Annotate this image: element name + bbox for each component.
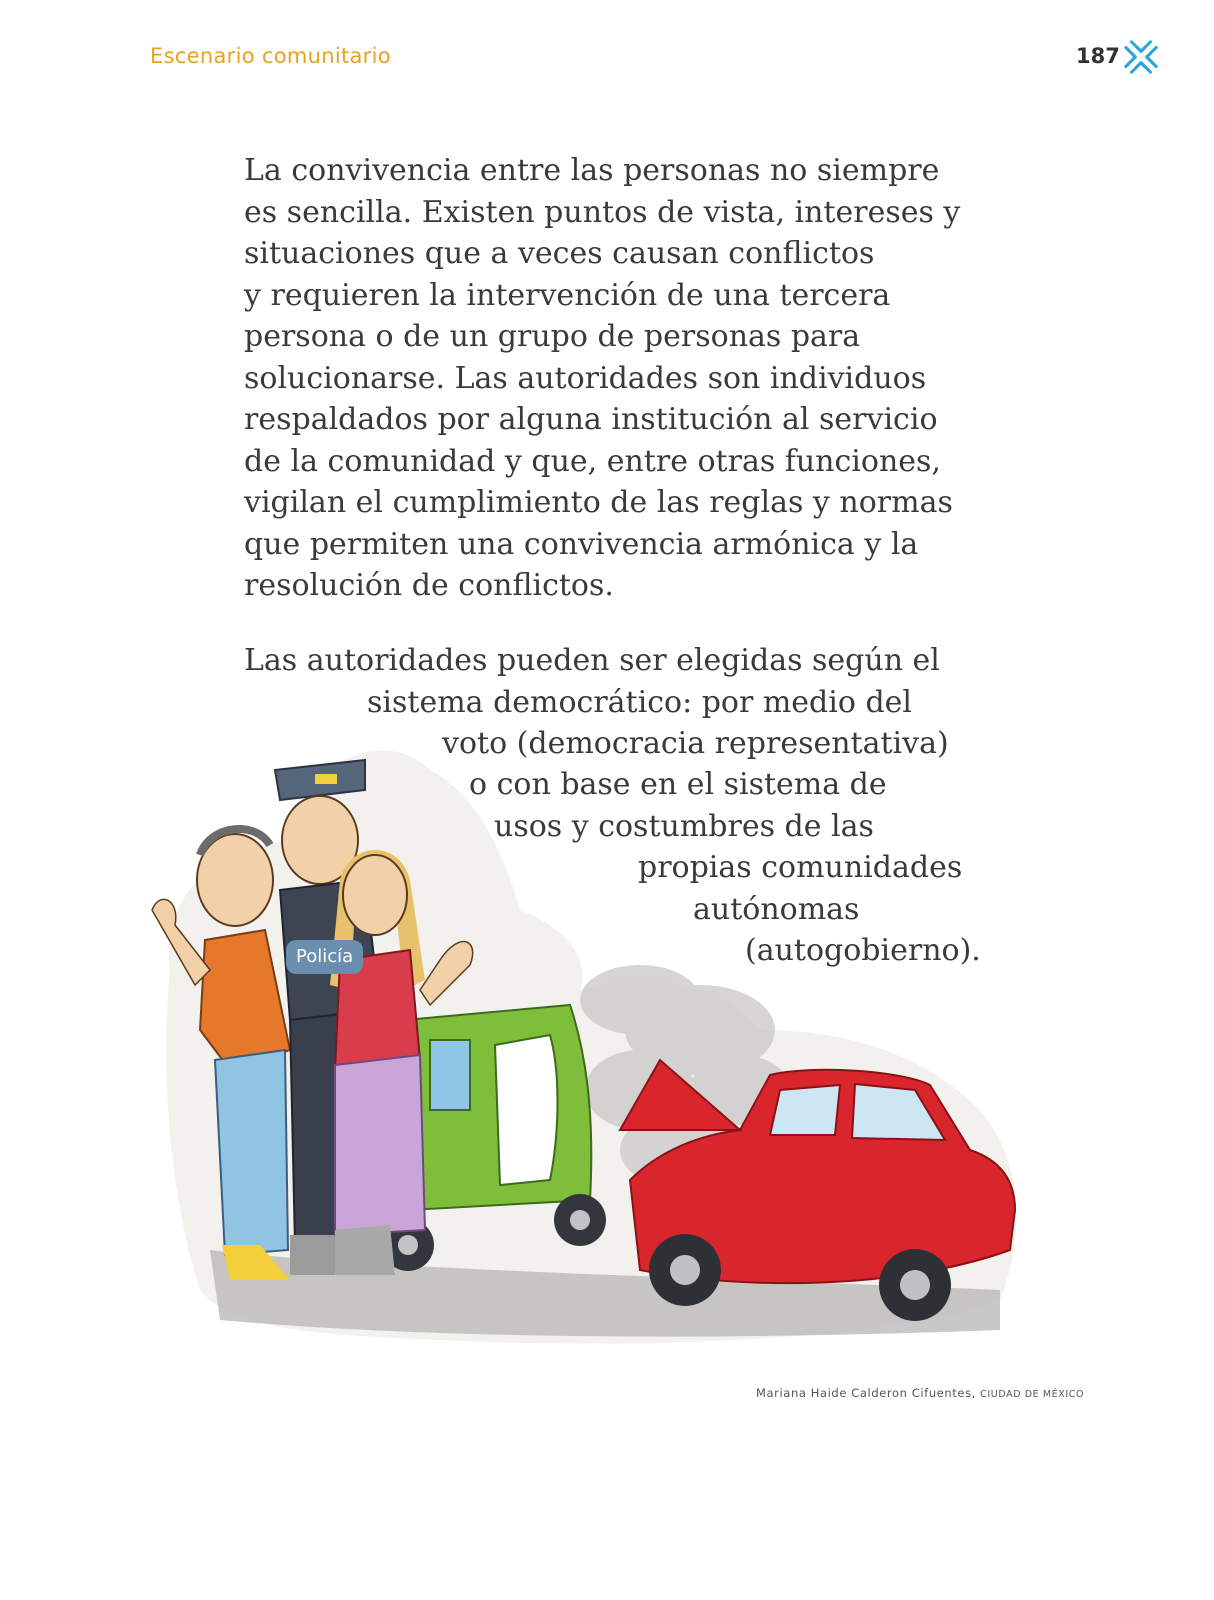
text-line: persona o de un grupo de personas para <box>244 319 861 354</box>
text-line: o con base en el sistema de <box>469 767 887 802</box>
text-line: vigilan el cumplimiento de las reglas y normas <box>244 485 953 520</box>
police-badge-label: Policía <box>286 940 363 974</box>
text-line: situaciones que a veces causan conflictos <box>244 236 875 271</box>
text-line: solucionarse. Las autoridades son individuos <box>244 360 927 396</box>
page-number: 187 <box>1076 44 1120 68</box>
text-line: propias comunidades <box>638 850 963 885</box>
credit-name: Mariana Haide Calderon Cifuentes, <box>756 1386 981 1400</box>
text-line: y requieren la intervención de una tercera <box>244 277 891 313</box>
text-line: sistema democrático: por medio del <box>367 685 913 720</box>
text-line: es sencilla. Existen puntos de vista, intereses y <box>244 194 961 230</box>
text-line: respaldados por alguna institución al servicio <box>244 402 938 437</box>
text-line: Las autoridades pueden ser elegidas según el <box>244 643 940 678</box>
text-line: La convivencia entre las personas no siempre <box>244 153 940 188</box>
text-line: autónomas <box>693 892 860 927</box>
intro-paragraph <box>244 150 974 607</box>
text-line: resolución de conflictos. <box>244 568 614 603</box>
text-line: que permiten una convivencia armónica y la <box>244 526 919 562</box>
text-line: (autogobierno). <box>745 933 981 968</box>
credit-place: CIUDAD DE MÉXICO <box>980 1389 1085 1400</box>
four-arrows-icon <box>1122 38 1160 76</box>
text-line: usos y costumbres de las <box>494 809 874 844</box>
text-line: voto (democracia representativa) <box>442 726 949 761</box>
illustration-traffic-accident <box>140 730 1040 1370</box>
illustration-credit <box>756 1386 1084 1400</box>
text-line: de la comunidad y que, entre otras funciones, <box>244 443 941 479</box>
section-title: Escenario comunitario <box>150 44 391 68</box>
